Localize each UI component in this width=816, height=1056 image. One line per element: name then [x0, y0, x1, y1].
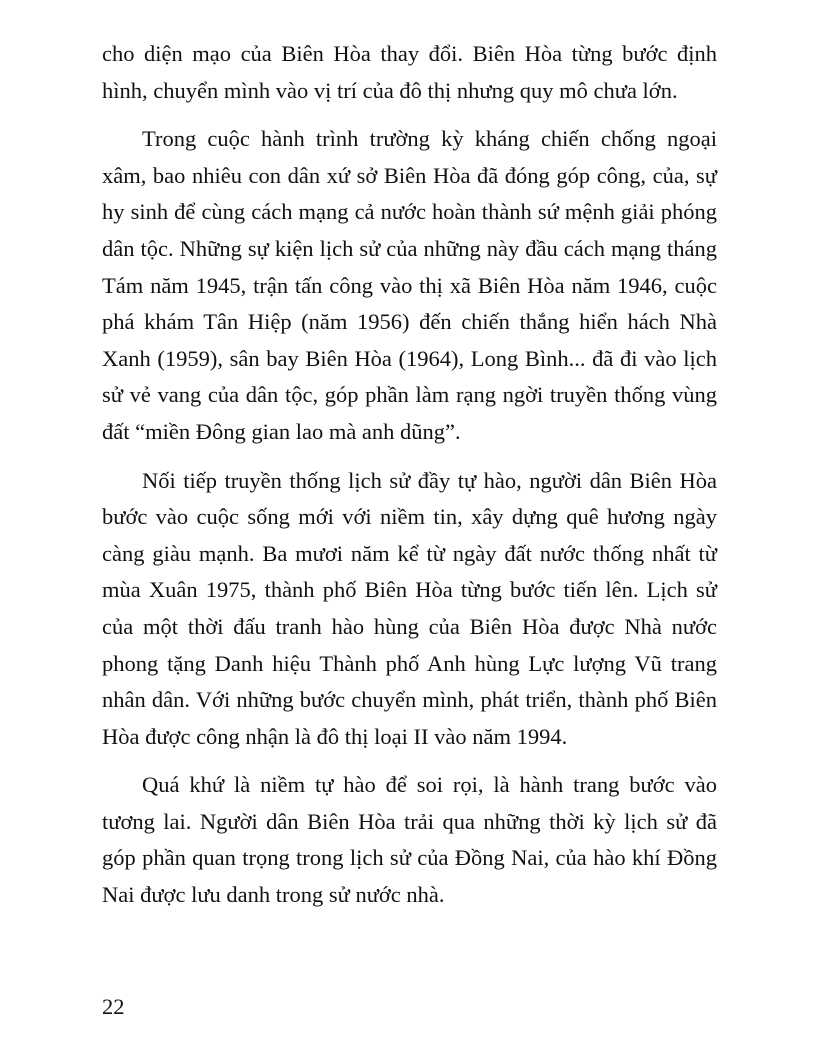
- page-body: [102, 36, 717, 926]
- paragraph-resistance-history: Trong cuộc hành trình trường kỳ kháng chiến chống ngoại xâm, bao nhiêu con dân xứ sở Biên Hòa đã đóng góp công, của, sự hy sinh để cùng cách mạng cả nước hoàn thành sứ mệnh giải phóng dân tộc. Những sự kiện lịch sử của những này đầu cách mạng tháng Tám năm 1945, trận tấn công vào thị xã Biên Hòa năm 1946, cuộc phá khám Tân Hiệp (năm 1956) đến chiến thắng hiển hách Nhà Xanh (1959), sân bay Biên Hòa (1964), Long Bình... đã đi vào lịch sử vẻ vang của dân tộc, góp phần làm rạng ngời truyền thống vùng đất “miền Đông gian lao mà anh dũng”.: [102, 126, 717, 444]
- page-number: 22: [102, 994, 125, 1019]
- paragraph-continuation: cho diện mạo của Biên Hòa thay đổi. Biên Hòa từng bước định hình, chuyển mình vào vị trí của đô thị nhưng quy mô chưa lớn.: [102, 41, 717, 103]
- paragraph-new-life: Nối tiếp truyền thống lịch sử đầy tự hào, người dân Biên Hòa bước vào cuộc sống mới với niềm tin, xây dựng quê hương ngày càng giàu mạnh. Ba mươi năm kể từ ngày đất nước thống nhất từ mùa Xuân 1975, thành phố Biên Hòa từng bước tiến lên. Lịch sử của một thời đấu tranh hào hùng của Biên Hòa được Nhà nước phong tặng Danh hiệu Thành phố Anh hùng Lực lượng Vũ trang nhân dân. Với những bước chuyển mình, phát triển, thành phố Biên Hòa được công nhận là đô thị loại II vào năm 1994.: [102, 467, 717, 749]
- paragraph-past-and-future: Quá khứ là niềm tự hào để soi rọi, là hành trang bước vào tương lai. Người dân Biên Hòa trải qua những thời kỳ lịch sử đã góp phần quan trọng trong lịch sử của Đồng Nai, của hào khí Đồng Nai được lưu danh trong sử nước nhà.: [102, 772, 717, 908]
